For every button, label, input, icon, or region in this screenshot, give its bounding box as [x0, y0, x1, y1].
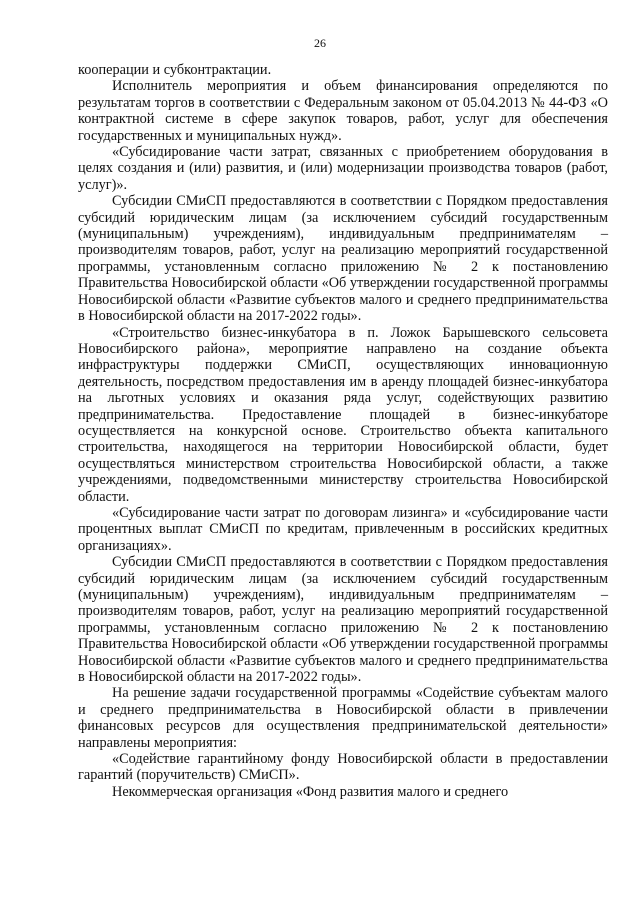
page-number: 26 — [314, 36, 326, 50]
paragraph-4: Субсидии СМиСП предоставляются в соответствии с Порядком предоставления субсидий юридическим лицам (за исключением субсидий государственным (муниципальным) учреждениям), индивидуальным предпринимателям – производителям товаров, работ, услуг на реализацию мероприятий государственной программы, установленным согласно приложению № 2 к постановлению Правительства Новосибирской области «Об утверждении государственной программы Новосибирской области «Развитие субъектов малого и среднего предпринимательства в Новосибирской области на 2017-2022 годы». — [78, 193, 608, 325]
paragraph-3: «Субсидирование части затрат, связанных с приобретением оборудования в целях создания и (или) развития, и (или) модернизации производства товаров (работ, услуг)». — [78, 144, 608, 193]
paragraph-5: «Строительство бизнес-инкубатора в п. Ложок Барышевского сельсовета Новосибирского района», мероприятие направлено на создание объекта инфраструктуры поддержки СМиСП, осуществляющих инновационную деятельность, посредством предоставления им в аренду площадей бизнес-инкубатора на льготных условиях и оказания ряда услуг, содействующих развитию предпринимательства. Предоставление площадей в бизнес-инкубаторе осуществляется на конкурсной основе. Строительство объекта капитального строительства, находящегося на территории Новосибирской области, будет осуществляться министерством строительства Новосибирской области, а также учреждениями, подведомственными министерству строительства Новосибирской области. — [78, 324, 608, 505]
paragraph-2: Исполнитель мероприятия и объем финансирования определяются по результатам торгов в соответствии с Федеральным законом от 05.04.2013 № 44-ФЗ «О контрактной системе в сфере закупок товаров, работ, услуг для обеспечения государственных и муниципальных нужд». — [78, 78, 608, 144]
paragraph-10: Некоммерческая организация «Фонд развития малого и среднего — [112, 783, 509, 800]
document-body — [78, 62, 608, 800]
paragraph-6: «Субсидирование части затрат по договорам лизинга» и «субсидирование части процентных выплат СМиСП по кредитам, привлеченным в российских кредитных организациях». — [78, 504, 608, 554]
paragraph-9: «Содействие гарантийному фонду Новосибирской области в предоставлении гарантий (поручительств) СМиСП». — [78, 751, 608, 784]
paragraph-1: кооперации и субконтрактации. — [78, 62, 272, 78]
paragraph-8: На решение задачи государственной программы «Содействие субъектам малого и среднего предпринимательства в Новосибирской области в привлечении финансовых ресурсов для осуществления предпринимательской деятельности» направлены мероприятия: — [78, 685, 608, 751]
paragraph-7: Субсидии СМиСП предоставляются в соответствии с Порядком предоставления субсидий юридическим лицам (за исключением субсидий государственным (муниципальным) учреждениям), индивидуальным предпринимателям – производителям товаров, работ, услуг на реализацию мероприятий государственной программы, установленным согласно приложению № 2 к постановлению Правительства Новосибирской области «Об утверждении государственной программы Новосибирской области «Развитие субъектов малого и среднего предпринимательства в Новосибирской области на 2017-2022 годы». — [78, 554, 608, 686]
